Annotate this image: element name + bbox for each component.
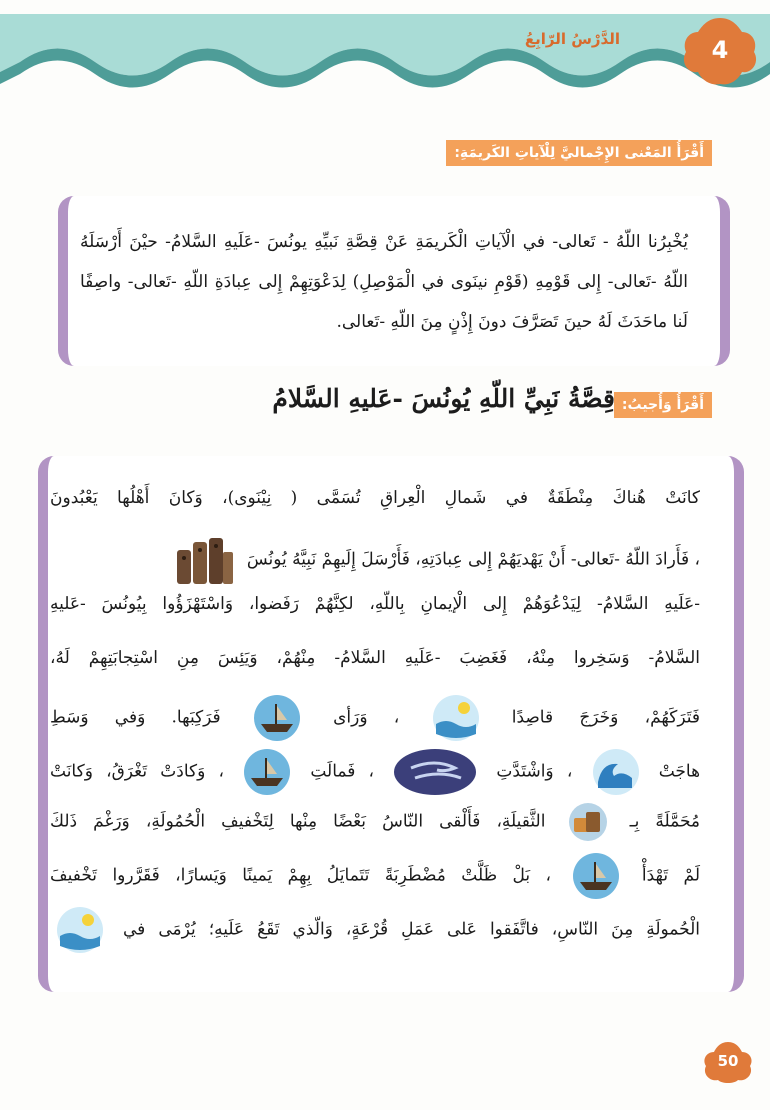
story-line-7-a: مُحَمَّلَةً بِـ xyxy=(629,811,701,832)
sea-icon xyxy=(432,694,480,742)
meaning-text: يُخْبِرُنا اللّهُ - تَعالى- في الْآياتِ الْكَريمَةِ عَنْ قِصَّةِ نَبيِّهِ يونُسَ -عَلَيهِ السَّلامُ- حيْنَ أَرْسَلَهُ اللّهُ -تَعالى- إِلى قَوْمِهِ (قَوْمِ نينَوى في الْمَوْصِلِ) لِدَعْوَتِهِمْ إِلى عِبادَةِ اللّهِ -تَعالى- واصِفًا لَنا ماحَدَثَ لَهُ حينَ تَصَرَّفَ دونَ إِذْنٍ مِنَ اللّهِ -تَعالى. xyxy=(80,232,688,332)
story-line-6-c: ، فَمالَتِ xyxy=(310,761,375,782)
ship-icon xyxy=(572,852,620,900)
story-line-5-a: فَتَرَكَهُمْ، وَخَرَجَ قاصِدًا xyxy=(511,707,700,728)
story-line-6-a: هاجَتْ xyxy=(658,761,701,782)
cargo-icon xyxy=(568,802,608,842)
story-line-5-c: فَرَكِبَها. وَفي وَسَطِ xyxy=(50,707,221,728)
story-line-9-text: الْحُمولَةِ مِنَ النّاسِ، فاتَّفَقوا عَلى عَمَلِ قُرْعَةٍ، وَالّذي تَقَعُ عَلَيهِ؛ يُرْمَى في xyxy=(123,919,700,940)
section-label-meaning: أَقْرَأُ المَعْنى الإِجْماليَّ لِلْآياتِ الكَريمَةِ: xyxy=(446,140,712,166)
story-line-8-a: لَمْ تَهْدَأْ xyxy=(641,865,700,886)
lesson-number: 4 xyxy=(711,36,729,64)
story-line-2-text: ، فَأَرادَ اللّهُ -تَعالى- أَنْ يَهْديَهُمْ إِلى عِبادَتِهِ، فَأَرْسَلَ إِلَيهِمْ نَبِيَّهُ يُونُسَ xyxy=(246,549,700,570)
idols-icon xyxy=(175,536,235,584)
story-line-6 xyxy=(50,748,700,796)
story-line-8-b: ، بَلْ ظَلَّتْ مُضْطَرِبَةً تَتَمايَلُ بِهِمْ يَمينًا وَيَسارًا، فَقَرَّروا تَخْفيفَ xyxy=(50,865,552,886)
wave-banner xyxy=(0,0,770,100)
wind-icon xyxy=(393,748,477,796)
story-line-7 xyxy=(50,802,700,842)
section-label-read-answer: أَقْرَأُ وَأُجيبُ: xyxy=(614,392,712,418)
page-number: 50 xyxy=(717,1052,739,1070)
story-line-4: السَّلامُ- وَسَخِروا مِنْهُ، فَغَضِبَ -عَلَيهِ السَّلامُ- مِنْهُمْ، وَيَئِسَ مِنِ اسْتِجابَتِهِمْ لَهُ، xyxy=(50,648,700,668)
page-header xyxy=(0,0,770,100)
story-line-7-b: الثَّقيلَةِ، فَأَلْقى النّاسُ بَعْضًا مِنْها لِتَخْفيفِ الْحُمُولَةِ، وَرَغْمَ ذَلكَ xyxy=(50,811,546,832)
story-title: قِصَّةُ نَبِيِّ اللّهِ يُونُسَ -عَليهِ السَّلامُ xyxy=(272,384,615,413)
story-line-6-d: ، وَكادَتْ تَغْرَقُ، وَكانَتْ xyxy=(50,761,224,782)
ship-icon xyxy=(243,748,291,796)
story-line-2 xyxy=(50,536,700,584)
lesson-title: الدَّرْسُ الرّابِعُ xyxy=(524,30,620,48)
story-line-9 xyxy=(50,906,700,954)
story-line-5 xyxy=(50,694,700,742)
sea-icon xyxy=(56,906,104,954)
wave-icon xyxy=(592,748,640,796)
story-line-6-b: ، وَاشْتَدَّتِ xyxy=(496,761,573,782)
story-line-3: -عَلَيهِ السَّلامُ- لِيَدْعُوَهُمْ إِلى الْإيمانِ بِاللّهِ، لكِنَّهُمْ رَفَضوا، وَاسْتَهْزَؤُوا بِيُونُسَ -عَليهِ xyxy=(50,594,700,614)
story-line-8 xyxy=(50,852,700,900)
story-line-1: كانَتْ هُناكَ مِنْطَقَةٌ في شَمالِ الْعِراقِ تُسَمَّى ( نِيْنَوى)، وَكانَ أَهْلُها يَعْبُدونَ xyxy=(50,488,700,508)
story-line-5-b: ، وَرَأى xyxy=(333,707,400,728)
ship-icon xyxy=(253,694,301,742)
